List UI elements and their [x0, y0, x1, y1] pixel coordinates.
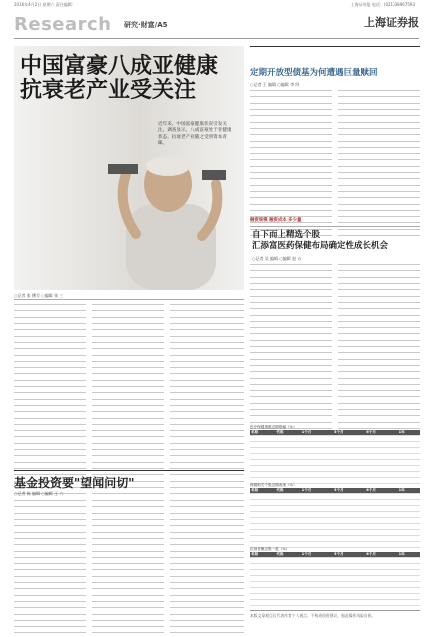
right-mid-byline: ○记者 吴 编辑 ○编辑 赵 五: [252, 256, 302, 261]
page-header: [14, 14, 419, 39]
section-divider: [14, 470, 244, 471]
right-divider: [250, 226, 420, 227]
lead-headline-line1: 中国富豪八成亚健康: [20, 53, 219, 79]
table-1-col-1y: 1年: [398, 430, 420, 436]
right-mid-col1: [250, 262, 332, 451]
right-top-rule: [250, 46, 420, 47]
table-3-title: 抗衰老概念股一览（%）: [250, 547, 290, 551]
data-table-2: [250, 483, 420, 548]
newspaper-logo: 上海证券报: [364, 16, 419, 29]
table-3-col-1y: 1年: [398, 552, 420, 558]
right-mid-headline-line2: 汇添富医药保健布局确定性成长机会: [252, 241, 389, 251]
table-2-title: 保健相关个股近期表现（%）: [250, 483, 297, 487]
lead-body-col2: [92, 302, 164, 497]
right-mid-col2: [338, 262, 420, 451]
top-strip: [0, 0, 429, 8]
table-3-col-6m: 6个月: [365, 552, 397, 558]
table-2-col-1m: 1个月: [301, 488, 333, 494]
table-3-col-1m: 1个月: [301, 552, 333, 558]
contact-info: 上海证券报 电话：(021)38967593: [350, 2, 415, 7]
lead-body-col1: [14, 302, 86, 497]
table-2-col-6m: 6个月: [365, 488, 397, 494]
lead-headline: [20, 54, 218, 102]
page-footer: 本版文章观点仅代表作者个人观点，不构成投资建议，据此操作风险自担。: [250, 610, 420, 619]
lead-byline: ○记者 张 撰写 ○编辑 张 三: [14, 293, 64, 298]
table-3-col-code: 代码: [275, 552, 300, 558]
bottom-headline: 基金投资要"望闻问切": [14, 476, 135, 490]
right-top-subhead: 融资规模 融资成本 多少量: [250, 218, 302, 223]
bottom-body-col3: [170, 498, 244, 637]
data-table-3: [250, 547, 420, 606]
section-label: 研究·财富/A5: [124, 21, 168, 29]
section-brand: Research: [14, 14, 112, 35]
table-3-col-3m: 3个月: [333, 552, 365, 558]
divider: [14, 299, 244, 300]
bottom-body-col1: [14, 498, 86, 637]
table-1-col-1m: 1个月: [301, 430, 333, 436]
right-mid-headline-line1: 自下而上精选个股: [252, 230, 321, 240]
bottom-byline: ○记者 陈 编辑 ○编辑 王 六: [14, 491, 64, 496]
table-2-col-1y: 1年: [398, 488, 420, 494]
table-1-col-code: 代码: [275, 430, 300, 436]
exercising-man-illustration: [106, 144, 226, 290]
right-top-byline: ○记者 王 编辑 ○编辑 李 四: [250, 82, 300, 87]
right-top-col2: [338, 88, 420, 239]
table-row: [250, 600, 420, 606]
data-table-1: [250, 425, 420, 484]
right-top-headline: 定期开放型债基为何遭遇巨量赎回: [250, 68, 378, 78]
table-1-title: 医疗保健指数近期涨幅（%）: [250, 425, 297, 429]
table-1-col-6m: 6个月: [365, 430, 397, 436]
bottom-body-col2: [92, 498, 164, 637]
photo-caption: 近年来，中国富豪健康状况引发关注。调查显示，八成富豪处于亚健康状态，抗衰老产业随之受到资本青睐。: [158, 122, 232, 147]
table-1-col-name: 名称: [250, 430, 275, 436]
table-2-col-code: 代码: [275, 488, 300, 494]
table-1-col-3m: 3个月: [333, 430, 365, 436]
lead-body-col3: [170, 302, 244, 497]
issue-date: 2016年4月2日 星期六 责任编辑：: [14, 2, 76, 7]
lead-photo: [14, 46, 244, 290]
table-3-col-name: 名称: [250, 552, 275, 558]
lead-headline-line2: 抗衰老产业受关注: [20, 77, 197, 103]
table-2-col-name: 名称: [250, 488, 275, 494]
right-mid-headline: [252, 230, 388, 252]
table-2-col-3m: 3个月: [333, 488, 365, 494]
